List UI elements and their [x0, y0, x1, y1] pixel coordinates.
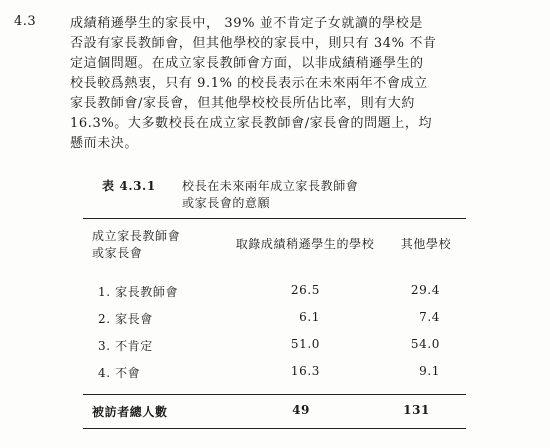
table-total-rule [83, 394, 466, 395]
paragraph-line: 成績稍遜學生的家長中， 39% 並不肯定子女就讀的學校是 [70, 16, 423, 31]
paragraph [70, 14, 532, 154]
column-header-low-achiever-schools: 取錄成績稍遜學生的學校 [235, 237, 375, 251]
table-bottom-rule [83, 428, 466, 429]
row-label: 3. 不肯定 [98, 339, 153, 353]
paragraph-line: 否設有家長教師會，但其他學校的家長中，則只有 34% 不肯 [70, 36, 437, 51]
category-header-line: 成立家長教師會 [92, 229, 181, 243]
category-column-header [92, 228, 212, 262]
row-label: 2. 家長會 [98, 312, 153, 326]
total-label: 被訪者總人數 [92, 405, 168, 419]
table-number: 表 4.3.1 [102, 179, 156, 193]
paragraph-line: 家長教師會/家長會，但其他學校校長所佔比率，則有大約 [70, 96, 415, 111]
column-header-other-schools: 其他學校 [400, 237, 452, 251]
cell-col1: 26.5 [290, 283, 320, 297]
cell-col1: 51.0 [290, 337, 320, 351]
table-row [0, 283, 550, 301]
cell-col2: 7.4 [419, 310, 440, 324]
paragraph-line: 校長較爲熱衷，只有 9.1% 的校長表示在未來兩年不會成立 [70, 76, 428, 91]
row-label: 1. 家長教師會 [98, 285, 179, 299]
cell-col1: 6.1 [299, 310, 320, 324]
category-header-line: 或家長會 [92, 246, 143, 260]
paragraph-line: 懸而未決。 [70, 136, 139, 151]
cell-col1: 16.3 [290, 364, 320, 378]
total-col1: 49 [292, 403, 310, 417]
table-caption [102, 178, 359, 210]
cell-col2: 54.0 [410, 337, 440, 351]
table-row [0, 337, 550, 355]
table-total-row [0, 403, 550, 421]
cell-col2: 9.1 [419, 364, 440, 378]
total-col2: 131 [403, 403, 430, 417]
table-row [0, 310, 550, 328]
paragraph-line: 16.3%。大多數校長在成立家長教師會/家長會的問題上，均 [70, 116, 433, 131]
table-title-line: 校長在未來兩年成立家長教師會 [182, 179, 359, 193]
cell-col2: 29.4 [410, 283, 440, 297]
row-label: 4. 不會 [98, 366, 141, 380]
table-title-line: 或家長會的意願 [182, 196, 271, 210]
table-top-rule [83, 218, 466, 219]
section-number: 4.3 [14, 14, 37, 29]
table-title [182, 178, 402, 212]
paragraph-line: 定這個問題。在成立家長教師會方面，以非成績稍遜學生的 [70, 56, 424, 71]
table-row [0, 364, 550, 382]
